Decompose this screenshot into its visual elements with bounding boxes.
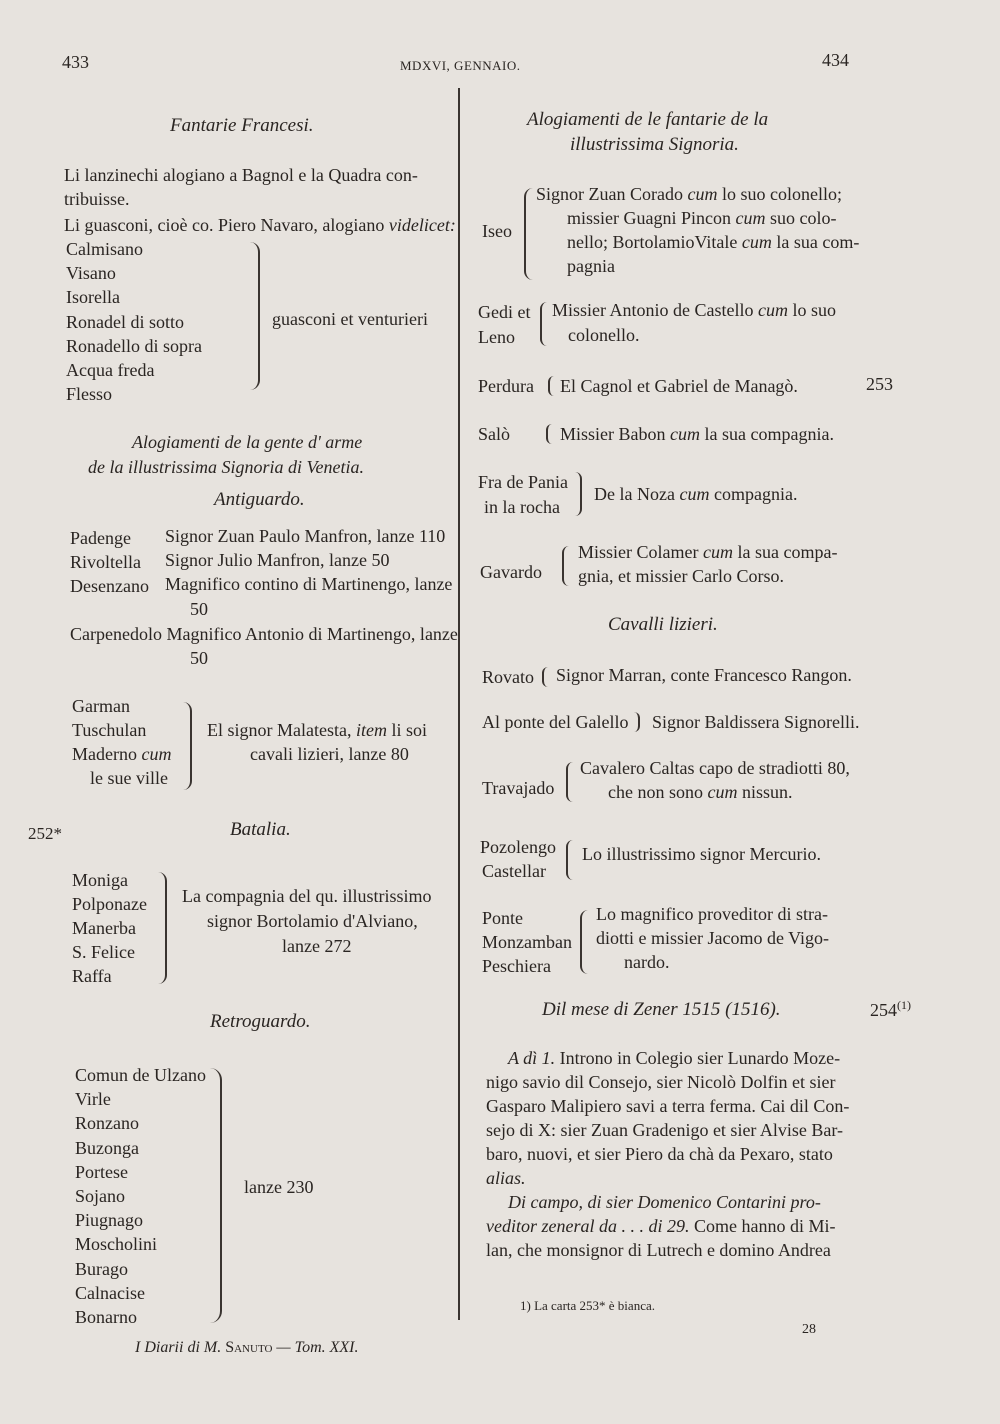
salo-desc xyxy=(560,422,834,446)
cum: cum xyxy=(707,782,738,802)
cum: cum xyxy=(687,184,718,204)
brace xyxy=(575,472,582,516)
place: Burago xyxy=(75,1258,128,1279)
ponte-desc-2: diotti e missier Jacomo de Vigo- xyxy=(596,928,830,948)
para-line xyxy=(486,1214,835,1238)
margin-number-252: 252* xyxy=(28,824,62,843)
gavardo-line-1 xyxy=(578,540,837,564)
brace xyxy=(542,667,548,687)
right-page-number: 434 xyxy=(822,50,849,70)
para-line: alias. xyxy=(486,1168,526,1188)
place: Virle xyxy=(75,1089,111,1110)
place: Manerba xyxy=(72,918,136,938)
cum: cum xyxy=(735,208,766,228)
frapania-desc xyxy=(594,482,797,506)
text-span: lo suo colonello; xyxy=(717,184,842,204)
garman-places xyxy=(72,694,171,790)
perdura-desc: El Cagnol et Gabriel de Managò. xyxy=(560,376,798,396)
para-line xyxy=(508,1046,840,1070)
iseo-place: Iseo xyxy=(482,221,512,241)
text-span: Missier Colamer xyxy=(578,542,703,562)
place: Raffa xyxy=(72,966,112,986)
frapania-place-2: in la rocha xyxy=(484,497,560,517)
text-line: tribuisse. xyxy=(64,189,130,209)
brace xyxy=(546,424,552,444)
cum: cum xyxy=(670,424,700,444)
section-title-mese: Dil mese di Zener 1515 (1516). xyxy=(542,999,781,1020)
galello-desc: Signor Baldissera Signorelli. xyxy=(652,712,860,732)
brace xyxy=(210,1068,222,1323)
place: S. Felice xyxy=(72,942,135,962)
place: Ronadello di sopra xyxy=(66,335,202,356)
running-title: MDXVI, GENNAIO. xyxy=(400,58,521,73)
pozolengo-place-1: Pozolengo xyxy=(480,837,556,857)
retro-places xyxy=(75,1063,206,1329)
text-span: la sua compagnia. xyxy=(700,424,834,444)
text-span: nello; BortolamioVitale xyxy=(567,232,742,252)
garman-desc-1 xyxy=(207,718,427,742)
text-span: De la Noza xyxy=(594,484,680,504)
para-line: lan, che monsignor di Lutrech e domino Andrea xyxy=(486,1240,831,1260)
brace xyxy=(566,762,573,802)
anti-desc: Signor Zuan Paulo Manfron, lanze 110 xyxy=(165,526,446,546)
text-span: lo suo xyxy=(788,300,837,320)
batalia-desc-1: La compagnia del qu. illustrissimo xyxy=(182,886,432,906)
ponte-desc-3: nardo. xyxy=(624,952,670,972)
place: Sojano xyxy=(75,1186,126,1207)
place: Piugnago xyxy=(75,1210,144,1231)
text-span: Introno in Colegio sier Lunardo Moze- xyxy=(555,1048,841,1068)
brace xyxy=(524,188,533,280)
section-title-batalia: Batalia. xyxy=(230,819,291,840)
place: Ponte xyxy=(482,908,524,928)
batalia-places xyxy=(72,868,147,988)
place: Polponaze xyxy=(72,894,147,914)
place: Garman xyxy=(72,696,130,716)
place: Ronadel di sotto xyxy=(66,311,184,332)
place: Acqua freda xyxy=(66,360,155,381)
iseo-line-4: pagnia xyxy=(567,256,615,276)
place: Peschiera xyxy=(482,956,551,976)
section-title-fantarie: Fantarie Francesi. xyxy=(170,115,314,136)
iseo-line-1 xyxy=(536,182,842,206)
brace xyxy=(250,242,260,390)
text-span: El signor Malatesta, xyxy=(207,720,356,740)
place: Monzamban xyxy=(482,932,572,952)
cum: cum xyxy=(741,232,772,252)
text-line xyxy=(64,213,456,237)
text-span: li soi xyxy=(386,720,427,740)
right-title-2: illustrissima Signoria. xyxy=(570,134,739,155)
place: Moscholini xyxy=(75,1234,158,1255)
text-line: Li lanzinechi alogiano a Bagnol e la Quadra con- xyxy=(64,165,418,185)
brace xyxy=(562,546,569,586)
place: Ronzano xyxy=(75,1113,139,1134)
text-span: Missier Antonio de Castello xyxy=(552,300,758,320)
place: Visano xyxy=(66,263,116,284)
author: Sanuto xyxy=(225,1339,273,1356)
item: item xyxy=(355,720,387,740)
section-title-gente-arme-2: de la illustrissima Signoria di Venetia. xyxy=(88,457,365,477)
cum: cum xyxy=(679,484,710,504)
footer xyxy=(135,1336,359,1360)
places-list-a xyxy=(66,237,202,406)
text-span: missier Guagni Pincon xyxy=(567,208,736,228)
cum: cum xyxy=(141,744,172,764)
travajado-place: Travajado xyxy=(482,778,555,798)
place: Portese xyxy=(75,1161,128,1182)
place: Calnacise xyxy=(75,1282,145,1303)
galello-place: Al ponte del Galello xyxy=(482,712,629,732)
text-span: che non sono xyxy=(608,782,708,802)
text-span: nissun. xyxy=(737,782,793,802)
text-span: suo colo- xyxy=(765,208,837,228)
ponte-desc-1: Lo magnifico proveditor di stra- xyxy=(596,904,828,924)
text-span: I Diarii di M. xyxy=(135,1339,226,1356)
text-span: — Tom. XXI. xyxy=(272,1339,359,1356)
date: A dì 1. xyxy=(508,1048,556,1068)
brace xyxy=(158,872,167,984)
text-span: la sua com- xyxy=(771,232,860,252)
travajado-line-1: Cavalero Caltas capo de stradiotti 80, xyxy=(580,758,850,778)
section-title-gente-arme-1: Alogiamenti de la gente d' arme xyxy=(132,432,363,452)
text-span: Come hanno di Mi- xyxy=(689,1216,836,1236)
anti-cont: 50 xyxy=(190,648,208,668)
anti-place: Desenzano xyxy=(70,576,149,596)
place: Bonarno xyxy=(75,1307,137,1328)
right-title-1: Alogiamenti de le fantarie de la xyxy=(527,109,769,130)
videlicet: videlicet: xyxy=(388,215,456,235)
place: Moniga xyxy=(72,870,128,890)
iseo-line-2 xyxy=(567,206,837,230)
place-name: Maderno xyxy=(72,744,137,764)
place: Comun de Ulzano xyxy=(75,1065,206,1085)
place: Tuschulan xyxy=(72,720,147,740)
text-span: la sua compa- xyxy=(732,542,838,562)
garman-desc-2: cavali lizieri, lanze 80 xyxy=(250,744,409,764)
brace xyxy=(548,376,554,396)
section-title-retroguardo: Retroguardo. xyxy=(210,1011,311,1032)
margin-number-254 xyxy=(870,993,911,1022)
signature-mark: 28 xyxy=(802,1322,816,1337)
text-span: veditor zeneral da . . . di 29. xyxy=(486,1216,690,1236)
gedi-line-2: colonello. xyxy=(568,325,640,345)
column-divider xyxy=(458,88,460,1320)
margin-number-253: 253 xyxy=(866,374,893,394)
place: Calmisano xyxy=(66,239,143,259)
gedi-place-2: Leno xyxy=(478,327,515,347)
left-page-number: 433 xyxy=(62,52,89,72)
footnote: 1) La carta 253* è bianca. xyxy=(520,1298,655,1313)
text-span: Signor Zuan Corado xyxy=(536,184,688,204)
gedi-line-1 xyxy=(552,298,836,322)
brace xyxy=(183,702,192,790)
batalia-desc-3: lanze 272 xyxy=(282,936,352,956)
anti-cont: 50 xyxy=(190,599,208,619)
anti-desc: Magnifico contino di Martinengo, lanze xyxy=(165,574,453,594)
cum: cum xyxy=(702,542,733,562)
para-line: Gasparo Malipiero savi a terra ferma. Cai dil Con- xyxy=(486,1096,850,1116)
anti-desc: Signor Julio Manfron, lanze 50 xyxy=(165,550,390,570)
place: Buzonga xyxy=(75,1137,139,1158)
salo-place: Salò xyxy=(478,424,511,444)
anti-place: Padenge xyxy=(70,528,131,548)
place: le sue ville xyxy=(90,768,168,788)
text-span: Li guasconi, cioè co. Piero Navaro, alogiano xyxy=(64,215,389,235)
para-line: Di campo, di sier Domenico Contarini pro- xyxy=(508,1192,821,1212)
pozolengo-place-2: Castellar xyxy=(482,861,546,881)
brace xyxy=(580,910,588,974)
text-span: compagnia. xyxy=(709,484,798,504)
anti-place: Rivoltella xyxy=(70,552,141,572)
para-line: sejo di X: sier Zuan Gradenigo et sier Alvise Bar- xyxy=(486,1120,844,1140)
cum: cum xyxy=(758,300,788,320)
section-title-antiguardo: Antiguardo. xyxy=(214,489,305,510)
rovato-place: Rovato xyxy=(482,667,534,687)
rovato-desc: Signor Marran, conte Francesco Rangon. xyxy=(556,665,852,685)
place xyxy=(72,742,171,766)
iseo-line-3 xyxy=(567,230,859,254)
footnote-ref: (1) xyxy=(897,998,911,1012)
para-line: nigo savio dil Consejo, sier Nicolò Dolfin et sier xyxy=(486,1072,836,1092)
frapania-place-1: Fra de Pania xyxy=(478,472,568,492)
margin-num: 254 xyxy=(870,1000,897,1020)
perdura-place: Perdura xyxy=(478,376,534,396)
places-note: guasconi et venturieri xyxy=(272,309,428,329)
pozolengo-desc: Lo illustrissimo signor Mercurio. xyxy=(582,844,821,864)
para-line: baro, nuovi, et sier Piero da chà da Pexaro, stato xyxy=(486,1144,833,1164)
brace xyxy=(566,840,573,880)
section-title-cavalli: Cavalli lizieri. xyxy=(608,614,718,635)
anti-row: Carpenedolo Magnifico Antonio di Martinengo, lanze xyxy=(70,624,458,644)
ponte-places xyxy=(482,906,572,978)
brace xyxy=(540,302,547,346)
retro-note: lanze 230 xyxy=(244,1177,314,1197)
brace xyxy=(634,712,640,732)
travajado-line-2 xyxy=(608,780,793,804)
text-span: Missier Babon xyxy=(560,424,670,444)
gavardo-place: Gavardo xyxy=(480,562,542,582)
place: Flesso xyxy=(66,384,113,405)
gavardo-line-2: gnia, et missier Carlo Corso. xyxy=(578,566,784,586)
place: Isorella xyxy=(66,287,120,308)
batalia-desc-2: signor Bortolamio d'Alviano, xyxy=(207,911,418,931)
gedi-place-1: Gedi et xyxy=(478,302,531,322)
